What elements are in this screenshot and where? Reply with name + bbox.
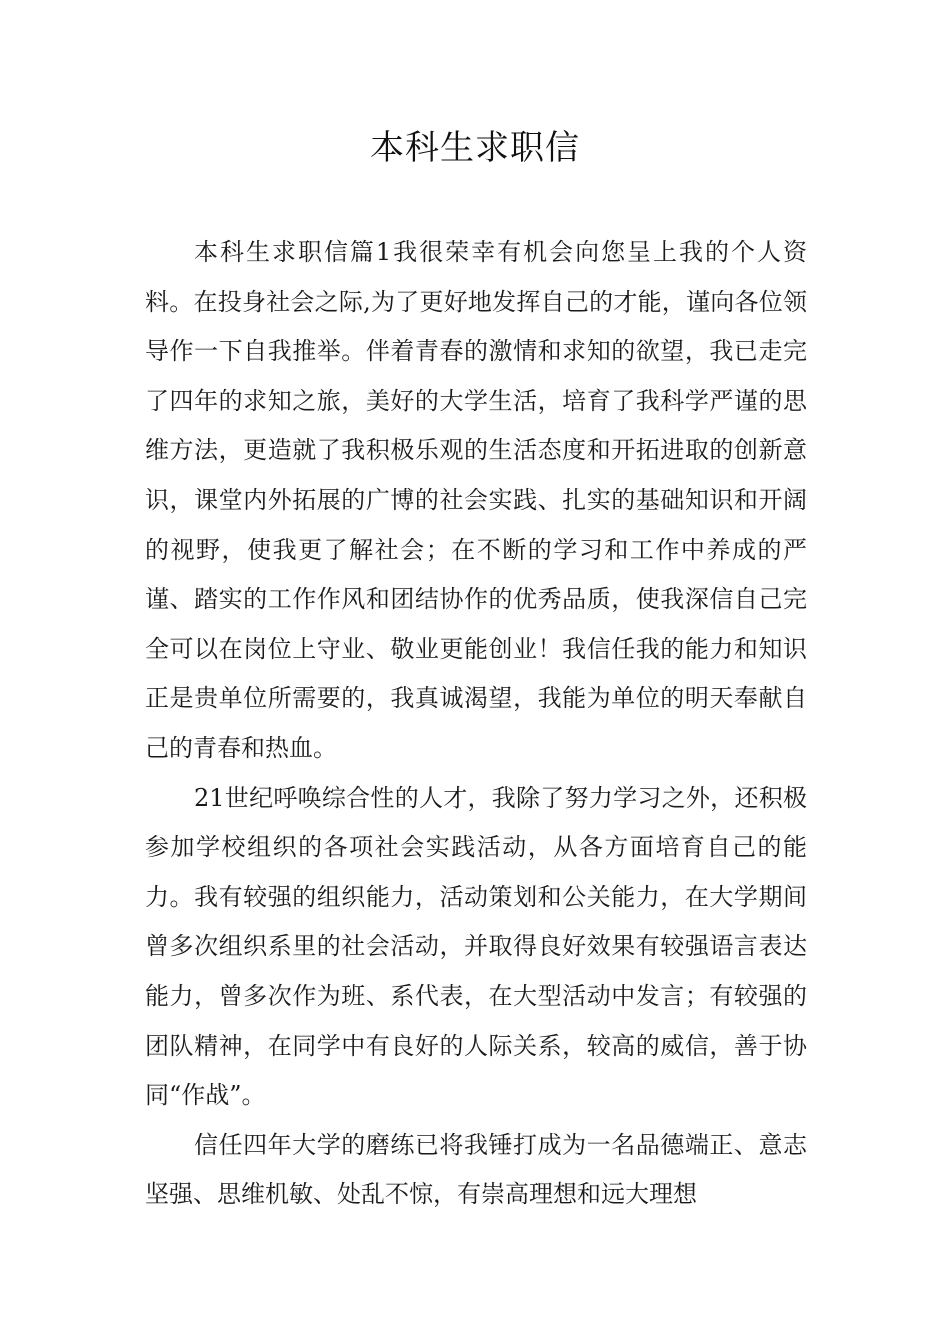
document-body (145, 228, 807, 1220)
paragraph-1: 本科生求职信篇1我很荣幸有机会向您呈上我的个人资料。在投身社会之际,为了更好地发挥自己的才能，谨向各位领导作一下自我推举。伴着青春的激情和求知的欲望，我已走完了四年的求知之旅，美好的大学生活，培育了我科学严谨的思维方法，更造就了我积极乐观的生活态度和开拓进取的创新意识，课堂内外拓展的广博的社会实践、扎实的基础知识和开阔的视野，使我更了解社会；在不断的学习和工作中养成的严谨、踏实的工作作风和团结协作的优秀品质，使我深信自己完全可以在岗位上守业、敬业更能创业！我信任我的能力和知识正是贵单位所需要的，我真诚渴望，我能为单位的明天奉献自己的青春和热血。 (145, 238, 807, 762)
paragraph-2: 21世纪呼唤综合性的人才，我除了努力学习之外，还积极参加学校组织的各项社会实践活动，从各方面培育自己的能力。我有较强的组织能力，活动策划和公关能力，在大学期间曾多次组织系里的社会活动，并取得良好效果有较强语言表达能力，曾多次作为班、系代表，在大型活动中发言；有较强的团队精神，在同学中有良好的人际关系，较高的威信，善于协同“作战”。 (145, 783, 807, 1110)
paragraph-3: 信任四年大学的磨练已将我锤打成为一名品德端正、意志坚强、思维机敏、处乱不惊，有崇高理想和远大理想 (145, 1130, 807, 1209)
document-title: 本科生求职信 (370, 128, 580, 168)
